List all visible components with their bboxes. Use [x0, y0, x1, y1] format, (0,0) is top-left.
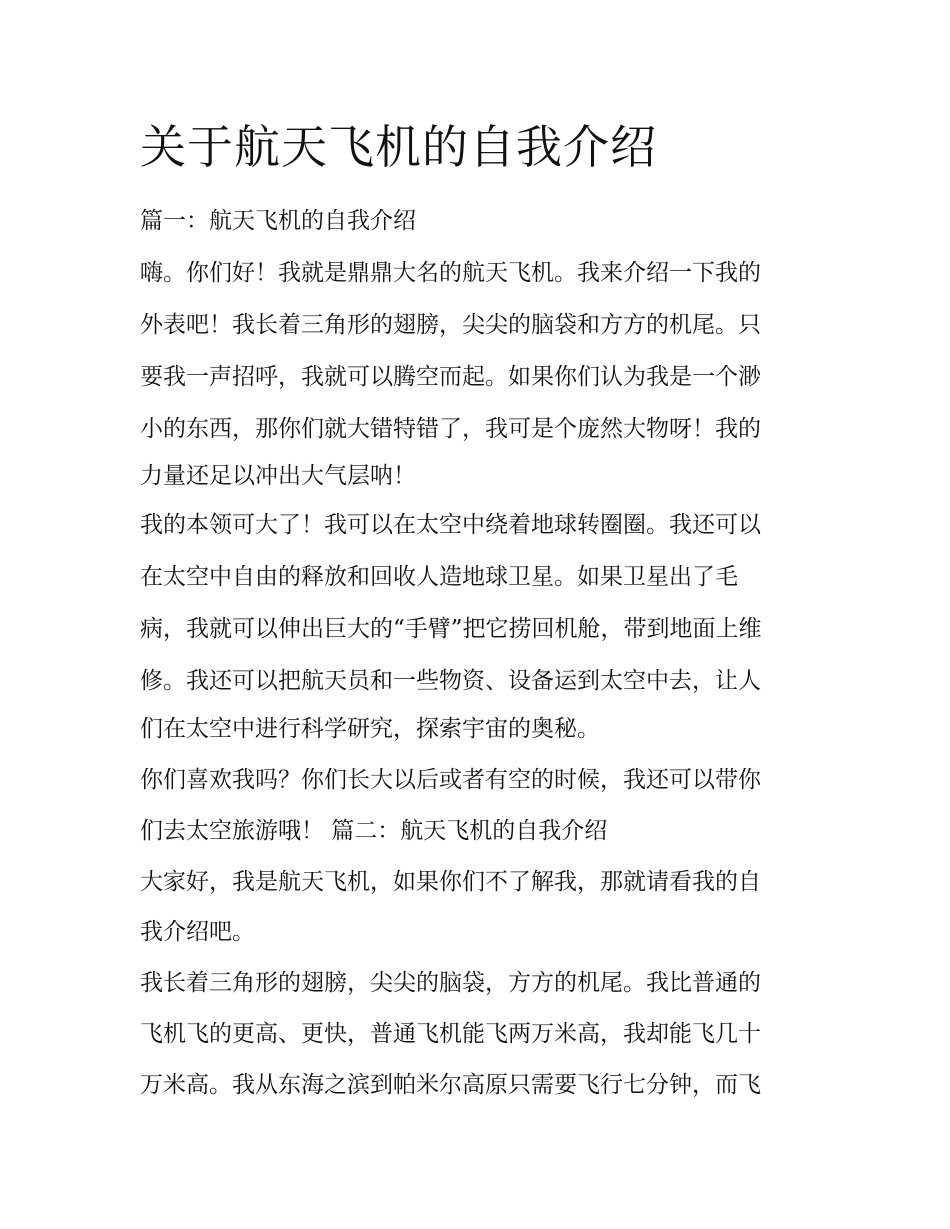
- document-title: 关于航天飞机的自我介绍: [140, 120, 657, 174]
- paragraph-line: 力量还足以冲出大气层呐！: [140, 463, 416, 489]
- paragraph-line: 你们喜欢我吗？你们长大以后或者有空的时候，我还可以带你: [140, 767, 761, 793]
- paragraph-line: 嗨。你们好！我就是鼎鼎大名的航天飞机。我来介绍一下我的: [140, 260, 761, 286]
- paragraph-line: 在太空中自由的释放和回收人造地球卫星。如果卫星出了毛: [140, 564, 738, 590]
- paragraph-line: 修。我还可以把航天员和一些物资、设备运到太空中去，让人: [140, 668, 761, 694]
- paragraph-line: 小的东西，那你们就大错特错了，我可是个庞然大物呀！我的: [140, 416, 761, 442]
- paragraph-line: 外表吧！我长着三角形的翅膀，尖尖的脑袋和方方的机尾。只: [140, 312, 761, 338]
- paragraph-line: 我介绍吧。: [140, 919, 255, 945]
- paragraph-line: 要我一声招呼，我就可以腾空而起。如果你们认为我是一个渺: [140, 364, 761, 390]
- paragraph-line: 我长着三角形的翅膀，尖尖的脑袋，方方的机尾。我比普通的: [140, 970, 761, 996]
- paragraph-line: 们在太空中进行科学研究，探索宇宙的奥秘。: [140, 716, 600, 742]
- paragraph-line: 万米高。我从东海之滨到帕米尔高原只需要飞行七分钟，而飞: [140, 1072, 761, 1098]
- paragraph-line: 病，我就可以伸出巨大的“手臂”把它捞回机舱，带到地面上维: [140, 616, 762, 642]
- paragraph-line: 飞机飞的更高、更快，普通飞机能飞两万米高，我却能飞几十: [140, 1021, 761, 1047]
- paragraph-line: 大家好，我是航天飞机，如果你们不了解我，那就请看我的自: [140, 869, 761, 895]
- paragraph-line: 们去太空旅游哦！ 篇二：航天飞机的自我介绍: [140, 818, 608, 844]
- section-heading: 篇一：航天飞机的自我介绍: [140, 208, 416, 234]
- paragraph-line: 我的本领可大了！我可以在太空中绕着地球转圈圈。我还可以: [140, 512, 761, 538]
